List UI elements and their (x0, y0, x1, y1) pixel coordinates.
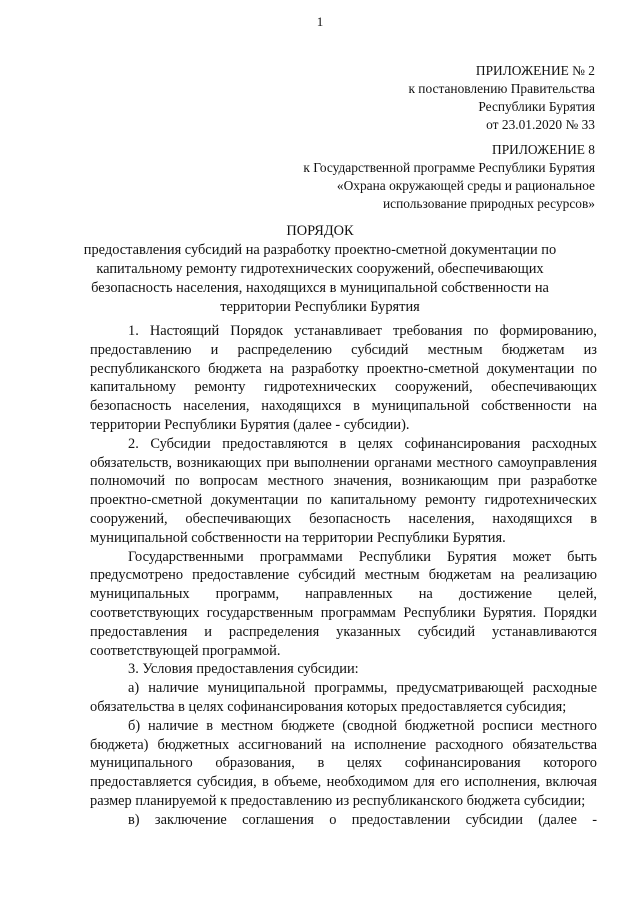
document-body (90, 322, 597, 830)
appendix-2-line: Республики Бурятия (478, 99, 595, 114)
document-title: ПОРЯДОК (286, 223, 354, 239)
paragraph: 3. Условия предоставления субсидии: (128, 661, 359, 678)
paragraph: а) наличие муниципальной программы, предусматривающей расходные обязательства в целях софинансирования которых предоставляется субсидия; (90, 680, 597, 715)
appendix-8-line: «Охрана окружающей среды и рациональное (336, 178, 595, 193)
paragraph: в) заключение соглашения о предоставлении субсидии (далее - (128, 811, 597, 828)
appendix-2-heading: ПРИЛОЖЕНИЕ № 2 (475, 63, 595, 78)
page-number: 1 (316, 14, 324, 29)
appendix-8-block (303, 141, 595, 213)
paragraph: 1. Настоящий Порядок устанавливает требования по формированию, предоставлению и распределению субсидий местным бюджетам из республиканского бюджета на разработку проектно-сметной документации по капитальному ремонту гидротехнических сооружений, обеспечивающих безопасность населения, находящихся в муниципальной собственности на территории Республики Бурятия (далее - субсидии). (90, 323, 597, 433)
appendix-2-block (408, 62, 595, 134)
appendix-8-line: к Государственной программе Республики Бурятия (303, 160, 595, 175)
appendix-8-heading: ПРИЛОЖЕНИЕ 8 (492, 142, 595, 157)
paragraph: 2. Субсидии предоставляются в целях софинансирования расходных обязательств, возникающих при выполнении органами местного самоуправления полномочий по вопросам местного значения, возникающим при разработке проектно-сметной документации по капитальному ремонту гидротехнических сооружений, обеспечивающих безопасность населения, находящихся в муниципальной собственности на территории Республики Бурятия. (90, 435, 597, 546)
paragraph: б) наличие в местном бюджете (сводной бюджетной росписи местного бюджета) бюджетных ассигнований на исполнение расходного обязательства муниципального образования, в целях софинансирования которого предоставляется субсидия, в объеме, необходимом для его исполнения, включая размер планируемой к предоставлению из республиканского бюджета субсидии; (90, 717, 597, 809)
document-subtitle: предоставления субсидий на разработку проектно-сметной документации по капитальному ремонту гидротехнических сооружений, обеспечивающих безопасность населения, находящихся в муниципальной собственности на территории Республики Бурятия (83, 242, 557, 315)
appendix-8-line: использование природных ресурсов» (382, 196, 595, 211)
paragraph: Государственными программами Республики Бурятия может быть предусмотрено предоставление субсидий местным бюджетам на реализацию муниципальных программ, направленных на достижение целей, соответствующих государственным программам Республики Бурятия. Порядки предоставления и распределения указанных субсидий устанавливаются соответствующей программой. (90, 548, 597, 659)
appendix-2-line: к постановлению Правительства (408, 81, 595, 96)
appendix-2-line: от 23.01.2020 № 33 (486, 117, 595, 132)
